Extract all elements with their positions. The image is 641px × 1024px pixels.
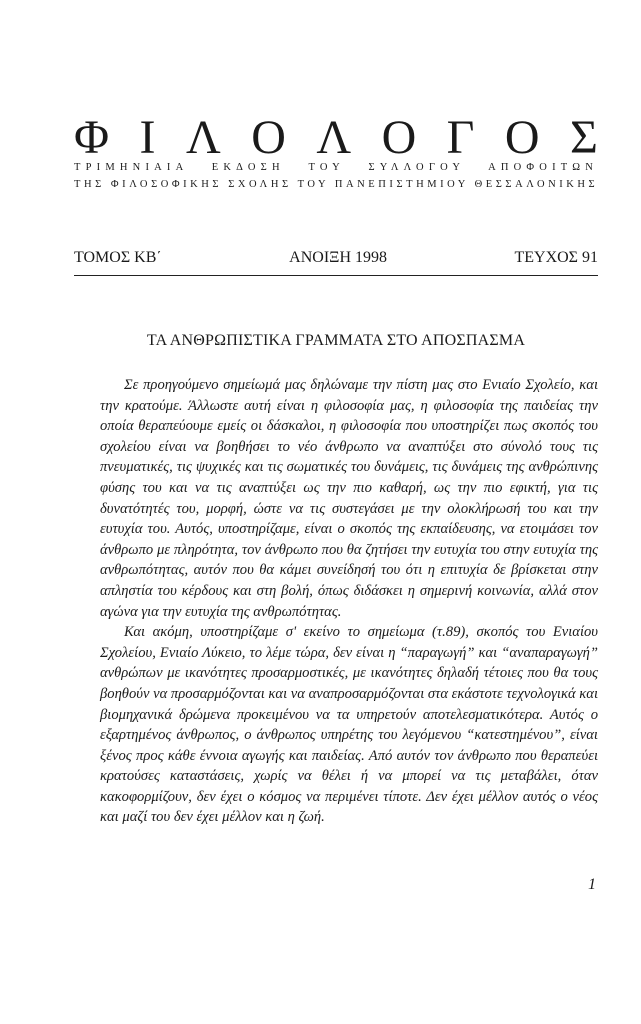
title-letter: Λ <box>185 111 221 164</box>
title-letter: Ο <box>504 111 540 164</box>
header-divider <box>74 275 598 276</box>
title-letter: Φ <box>74 111 110 164</box>
article-paragraph: Και ακόμη, υποστηρίζαμε σ' εκείνο το σημείωμα (τ.89), σκοπός του Ενιαίου Σχολείου, Ενιαίο Λύκειο, το λέμε τώρα, δεν είναι η “παραγωγή” και “αναπαραγωγή” ανθρώπων με ικανότητες προσαρμοστικές, με ικανότητες δηλαδή τέτοιες που θα τους βοηθούν να προσαρμόζονται και να αναπροσαρμόζονται στα εκάστοτε τεχνολογικά και βιομηχανικά δρώμενα προκειμένου να τα υπηρετούν αποτελεσματικότερα. Αυτός ο εξαρτημένος άνθρωπος, ο άνθρωπος υπηρέτης του λεγόμενου “κατεστημένου”, είναι ξένος προς κάθε έννοια αγωγής και παιδείας. Από αυτόν τον άνθρωπο που θεραπεύει κρατούσες καταστάσεις, χωρίς να θέλει ή να μπορεί να τις μεταβάλει, όταν κακοφορμίζουν, δεν έχει ο κόσμος να περιμένει τίποτε. Δεν έχει μέλλον αυτός ο νέος και μαζί του δεν έχει μέλλον και η ζωή. <box>100 624 599 826</box>
title-letter: Λ <box>316 111 352 164</box>
title-letter: Σ <box>569 111 598 164</box>
issue-info <box>74 248 598 268</box>
journal-title <box>74 112 598 164</box>
article-paragraph: Σε προηγούμενο σημείωμά μας δηλώναμε την πίστη μας στο Ενιαίο Σχολείο, και την κρατούμε. Άλλωστε αυτή είναι η φιλοσοφία μας, η φιλοσοφία της παιδείας την οποία θεραπεύουμε εμείς οι δάσκαλοι, η φιλοσοφία που υποστηρίζει πως σκοπός του σχολείου είναι να βοηθήσει το νέο άνθρωπο να αναπτύξει στο σύνολό τους τις πνευματικές, τις ψυχικές και τις σωματικές του δυνάμεις, τις δυνάμεις της ανθρώπινης φύσης του και να τις αναπτύξει ως την πιο καθαρή, ως την πιο εφικτή, για τις δυνατότητές του, μορφή, ώστε να τις συστεγάσει με την ολοκλήρωσή του και την ευτυχία του. Αυτός, υποστηρίζαμε, είναι ο σκοπός της εκπαίδευσης, να ετοιμάσει τον άνθρωπο με πληρότητα, τον άνθρωπο που θα ζητήσει την ευτυχία του στην ευτυχία της ανθρωπότητας, αυτόν που θα κάμει συνείδησή του ότι η επιτυχία δε βρίσκεται στην απληστία του κέρδους και στη βολή, όπως διδάσκει η σημερινή κοινωνία, αλλά στον αγώνα για την ευτυχία της ανθρωπότητας. <box>100 377 598 620</box>
article-body <box>100 375 598 828</box>
issue-number-label: ΤΕΥΧΟΣ 91 <box>514 249 598 266</box>
season-label: ΑΝΟΙΞΗ 1998 <box>289 249 387 266</box>
title-letter: Ο <box>251 111 286 164</box>
title-letter: Ι <box>139 111 156 164</box>
volume-label: ΤΟΜΟΣ ΚΒ΄ <box>74 249 162 266</box>
title-letter: Γ <box>446 111 475 164</box>
journal-subtitle-line1: ΤΡΙΜΗΝΙΑΙΑ ΕΚΔΟΣΗ ΤΟΥ ΣΥΛΛΟΓΟΥ ΑΠΟΦΟΙΤΩΝ <box>74 162 598 173</box>
page-number: 1 <box>588 876 596 893</box>
journal-subtitle-line2: ΤΗΣ ΦΙΛΟΣΟΦΙΚΗΣ ΣΧΟΛΗΣ ΤΟΥ ΠΑΝΕΠΙΣΤΗΜΙΟΥ ΘΕΣΣΑΛΟΝΙΚΗΣ <box>74 179 599 190</box>
title-letter: Ο <box>381 111 417 164</box>
article-title: ΤΑ ΑΝΘΡΩΠΙΣΤΙΚΑ ΓΡΑΜΜΑΤΑ ΣΤΟ ΑΠΟΣΠΑΣΜΑ <box>146 332 526 349</box>
